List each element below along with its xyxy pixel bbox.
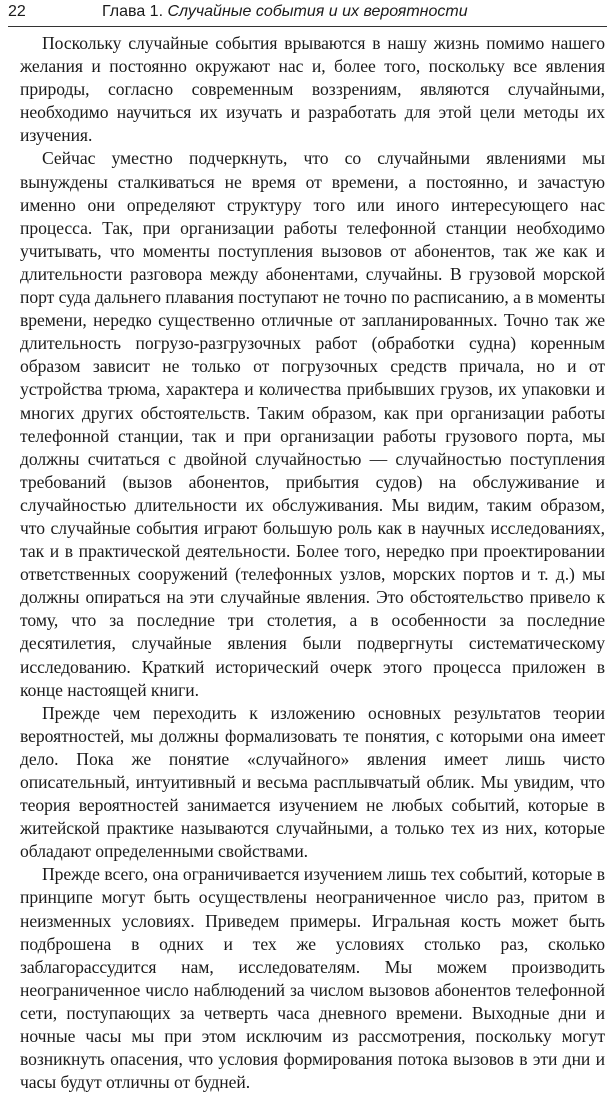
paragraph: Сейчас уместно подчеркнуть, что со случайными явлениями мы вынуждены сталкиваться не время от времени, а постоянно, и зачастую именно они определяют структуру того или иного интересующего нас процесса. Так, при организации работы телефонной станции необходимо учитывать, что моменты поступления вызовов от абонентов, так же как и длительности разговора между абонентами, случайны. В грузовой морской порт суда дальнего плавания поступают не точно по расписанию, а в моменты времени, нередко существенно отличные от запланированных. Точно так же длительность погрузо-разгрузочных работ (обработки судна) коренным образом зависит не только от погрузочных средств причала, но и от устройства трюма, характера и количества прибывших грузов, их упаковки и многих других обстоятельств. Таким образом, как при организации работы телефонной станции, так и при организации работы грузового порта, мы должны считаться с двойной случайностью — случайностью поступления требований (вызов абонентов, прибытия судов) на обслуживание и случайностью длительности их обслуживания. Мы видим, таким образом, что случайные события играют большую роль как в научных исследованиях, так и в практической деятельности. Более того, нередко при проектировании ответственных сооружений (телефонных узлов, морских портов и т. д.) мы должны опираться на эти случайные явления. Это обстоятельство привело к тому, что за последние три столетия, а в особенности за последние десятилетия, случайные явления были подвергнуты систематическому исследованию. Краткий исторический очерк этого процесса приложен в конце настоящей книги. <box>20 148 605 700</box>
chapter-title: Случайные события и их вероятности <box>167 3 468 20</box>
page-number: 22 <box>8 3 26 20</box>
running-header <box>8 0 607 27</box>
paragraph: Поскольку случайные события врываются в нашу жизнь помимо нашего желания и постоянно окружают нас и, более того, поскольку все явления природы, согласно современным воззрениям, являются случайными, необходимо научиться их изучать и разработать для этой цели методы их изучения. <box>20 33 605 146</box>
body-text <box>20 32 605 1094</box>
running-head <box>102 0 468 24</box>
chapter-label: Глава 1. <box>102 3 164 20</box>
paragraph: Прежде всего, она ограничивается изучением лишь тех событий, которые в принципе могут быть осуществлены неограниченное число раз, притом в неизменных условиях. Приведем примеры. Игральная кость может быть подброшена в одних и тех же условиях столько раз, сколько заблагорассудится нам, исследователям. Мы можем производить неограниченное число наблюдений за числом вызовов абонентов телефонной сети, поступающих за четверть часа дневного времени. Выходные дни и ночные часы мы при этом исключим из рассмотрения, поскольку могут возникнуть опасения, что условия формирования потока вызовов в эти дни и часы будут отличны от будней. <box>20 864 605 1093</box>
paragraph: Прежде чем переходить к изложению основных результатов теории вероятностей, мы должны формализовать те понятия, с которыми она имеет дело. Пока же понятие «случайного» явления имеет лишь чисто описательный, интуитивный и весьма расплывчатый облик. Мы увидим, что теория вероятностей занимается изучением не любых событий, которые в житейской практике называются случайными, а только тех из них, которые обладают определенными свойствами. <box>20 702 605 862</box>
